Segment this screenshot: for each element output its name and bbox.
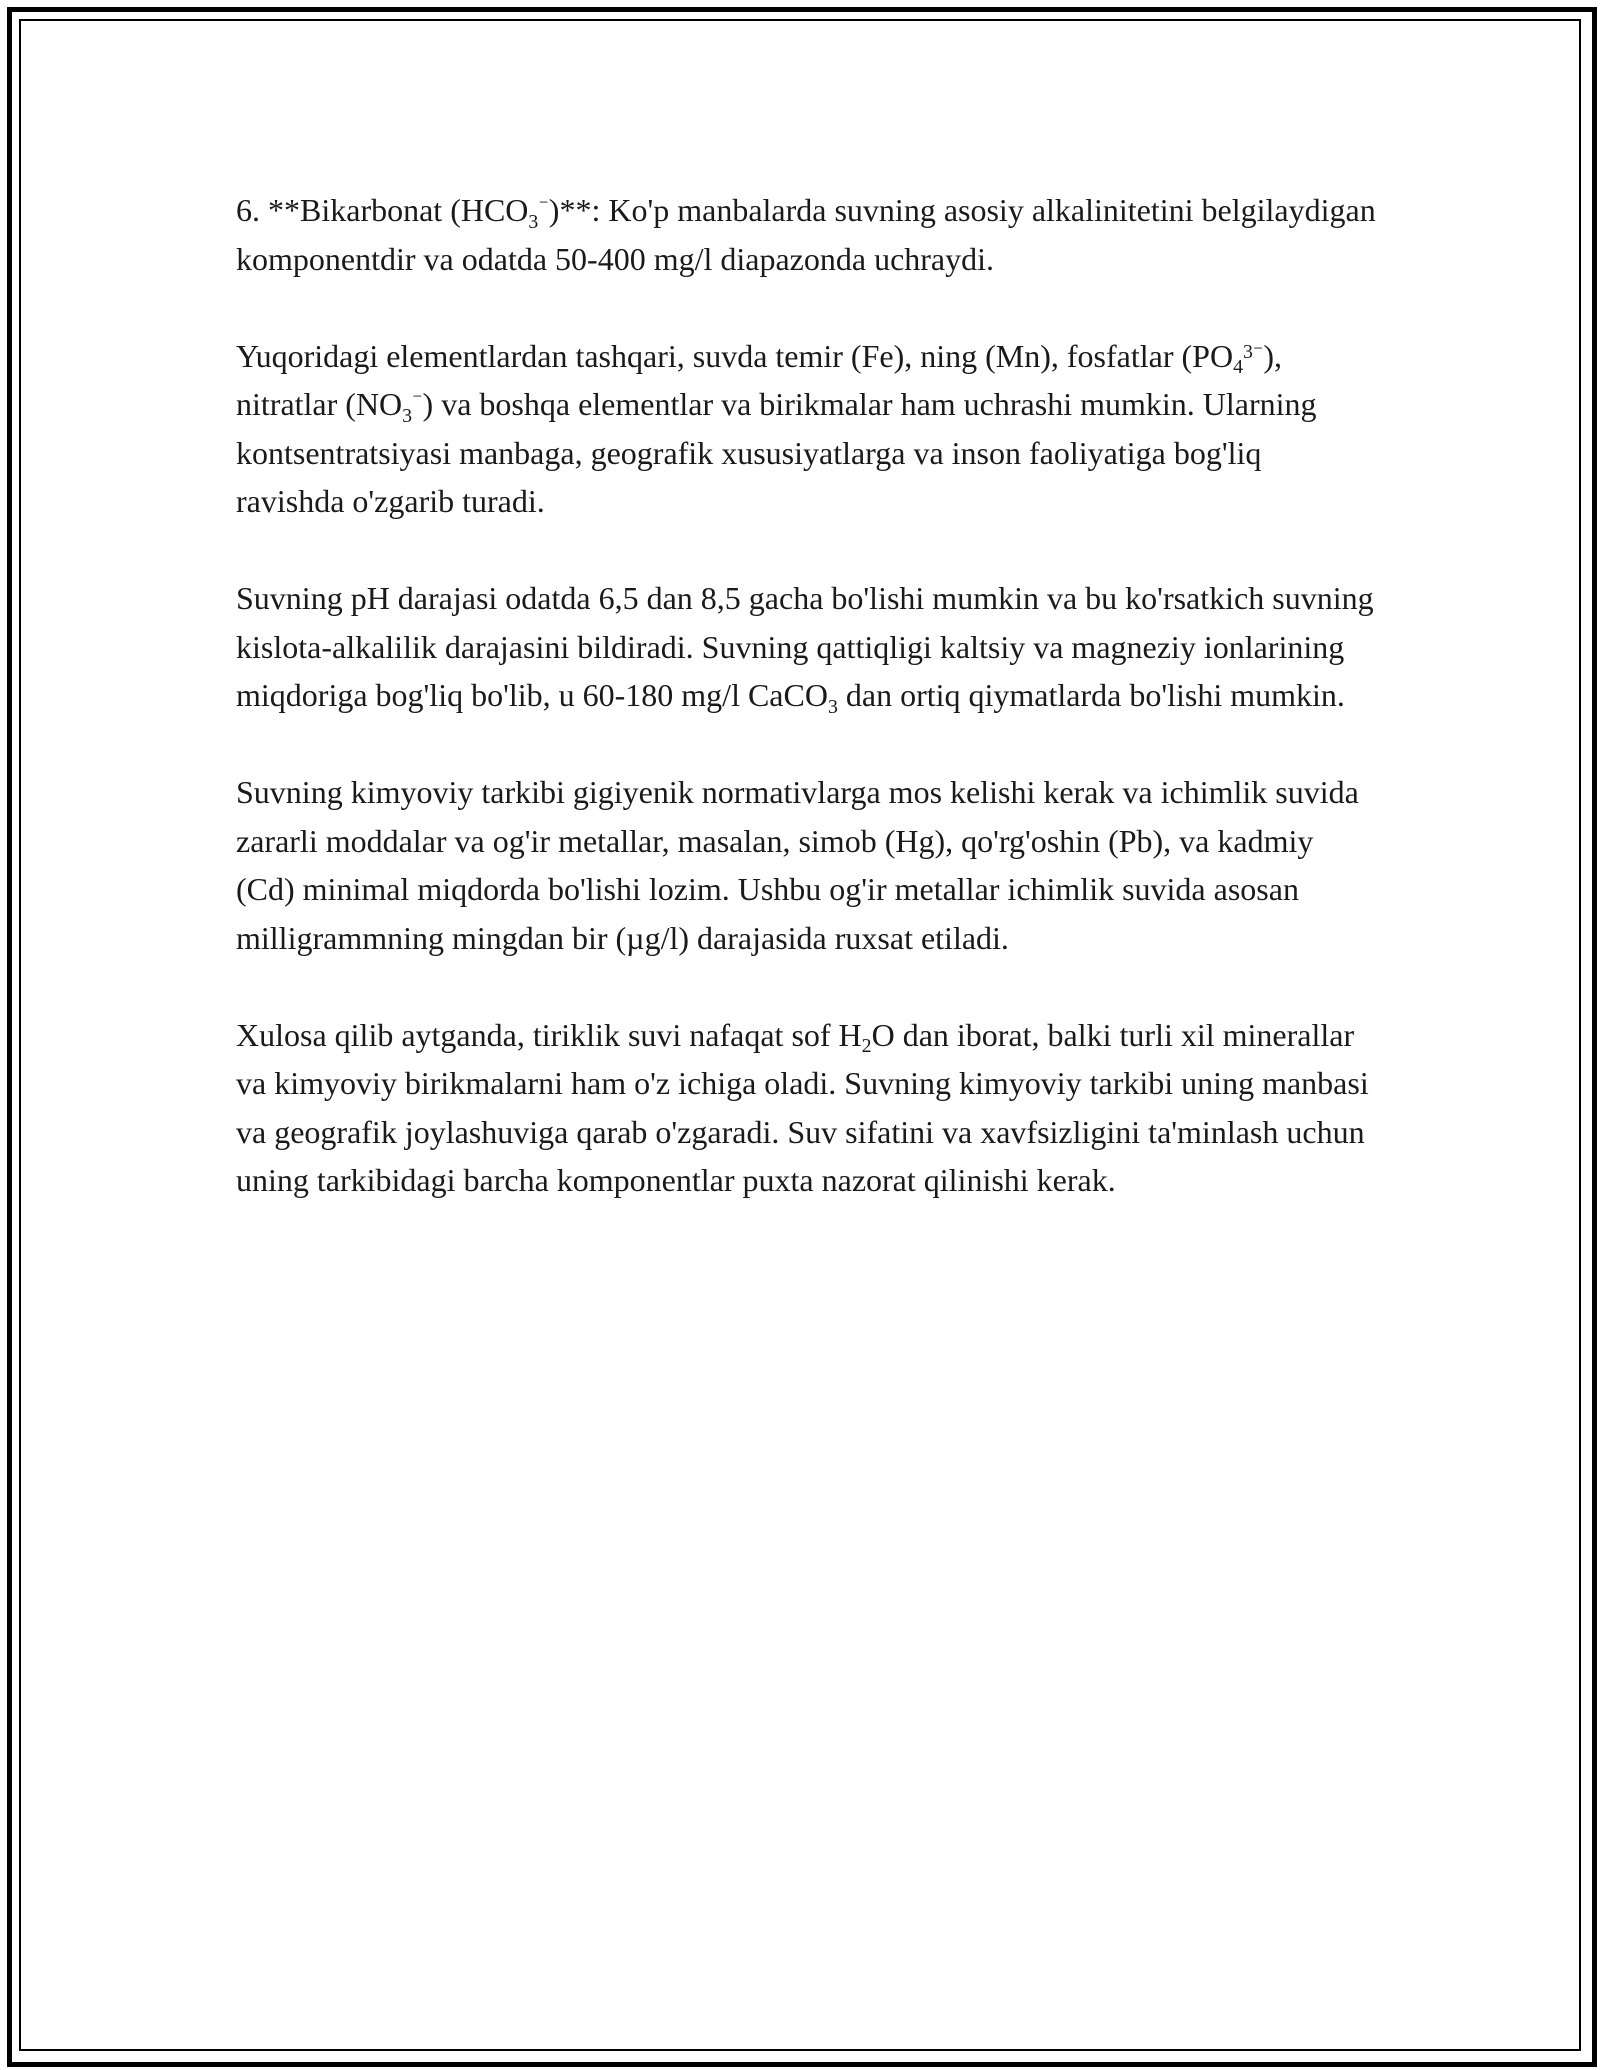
subscript: 3 <box>402 404 413 427</box>
text-run: )**: Ko'p manbalarda suvning asosiy alkalinitetini belgilaydigan komponentdir va odatda 50-400 mg/l diapazonda uchraydi. <box>236 192 1384 277</box>
subscript: 3 <box>827 695 838 718</box>
text-run: ) va boshqa elementlar va birikmalar ham uchrashi mumkin. Ularning kontsentratsiyasi manbaga, geografik xususiyatlarga va inson faoliyatiga bog'liq ravishda o'zgarib turadi. <box>236 386 1325 519</box>
superscript: 3⁻ <box>1242 340 1264 363</box>
document-body <box>236 186 1384 1205</box>
superscript: ⁻ <box>538 195 549 218</box>
text-run: ), nitratlar (NO <box>236 337 1291 422</box>
text-run: Suvning pH darajasi odatda 6,5 dan 8,5 gacha bo'lishi mumkin va bu ko'rsatkich suvning kislota-alkalilik darajasini bildiradi. Suvning qattiqligi kaltsiy va magneziy ionlarining miqdoriga bog'liq bo'lib, u 60-180 mg/l CaCO <box>236 580 1382 713</box>
paragraph-heavy-metals <box>236 768 1376 962</box>
paragraph-bicarbonate <box>236 186 1384 283</box>
text-run: Yuqoridagi elementlardan tashqari, suvda temir (Fe), ning (Mn), fosfatlar (PO <box>236 337 1234 374</box>
text-run: Suvning kimyoviy tarkibi gigiyenik normativlarga mos kelishi kerak va ichimlik suvida zararli moddalar va og'ir metallar, masalan, simob (Hg), qo'rg'oshin (Pb), va kadmiy (Cd) minimal miqdorda bo'lishi lozim. Ushbu og'ir metallar ichimlik suvida asosan milligrammning mingdan bir (µg/l) darajasida ruxsat etiladi. <box>236 774 1367 956</box>
text-run: 6. **Bikarbonat (HCO <box>236 192 529 228</box>
text-run: dan ortiq qiymatlarda bo'lishi mumkin. <box>837 677 1345 713</box>
superscript: ⁻ <box>412 389 423 412</box>
text-run: O dan iborat, balki turli xil minerallar va kimyoviy birikmalarni ham o'z ichiga oladi. Suvning kimyoviy tarkibi uning manbasi va geografik joylashuviga qarab o'zgaradi. Suv sifatini va xavfsizligini ta'minlash uchun uning tarkibidagi barcha komponentlar puxta nazorat qilinishi kerak. <box>236 1016 1377 1198</box>
paragraph-conclusion <box>236 1011 1376 1205</box>
subscript: 2 <box>861 1035 872 1058</box>
paragraph-other-elements <box>236 332 1376 526</box>
paragraph-ph-hardness <box>236 574 1382 720</box>
text-run: Xulosa qilib aytganda, tiriklik suvi nafaqat sof H <box>236 1016 862 1053</box>
subscript: 4 <box>1233 356 1243 379</box>
subscript: 3 <box>528 210 539 233</box>
